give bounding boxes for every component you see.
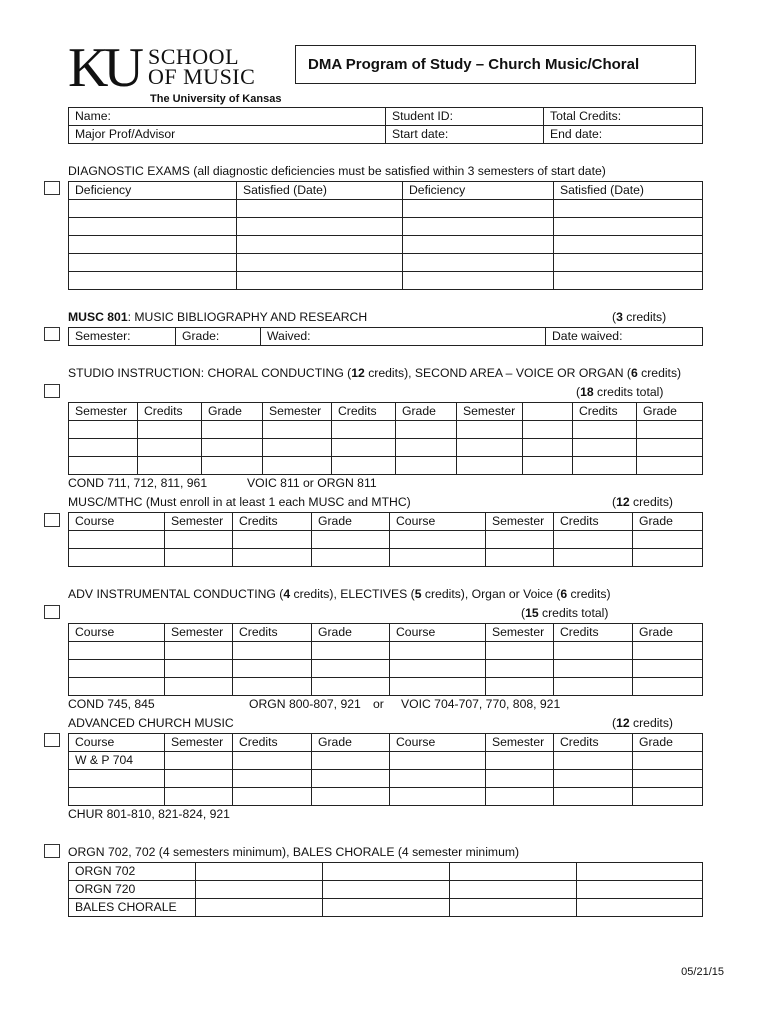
table-row	[69, 899, 703, 917]
cell[interactable]	[69, 200, 237, 218]
cell[interactable]	[312, 660, 390, 678]
musc801-checkbox[interactable]	[44, 327, 60, 341]
cell[interactable]	[233, 752, 312, 770]
organ-table	[68, 862, 703, 917]
cell[interactable]	[554, 218, 703, 236]
logo-of-music-text: OF MUSIC	[148, 64, 256, 89]
cell[interactable]	[237, 236, 403, 254]
cell[interactable]	[554, 549, 633, 567]
table-row	[69, 678, 703, 696]
organ-row-orgn702: ORGN 702	[69, 863, 196, 881]
cell[interactable]	[202, 421, 263, 439]
organ-checkbox[interactable]	[44, 844, 60, 858]
cell[interactable]	[457, 421, 523, 439]
organ-row-bales: BALES CHORALE	[69, 899, 196, 917]
cell[interactable]	[637, 439, 703, 457]
cell[interactable]	[69, 439, 138, 457]
musc801-grade-field[interactable]: Grade:	[176, 328, 261, 346]
table-row	[69, 236, 703, 254]
cell[interactable]	[396, 457, 457, 475]
studio-num-b: 6	[630, 366, 638, 380]
church-credits-num: 12	[616, 716, 630, 730]
muscmthc-header-semester-2: Semester	[486, 513, 554, 531]
cell[interactable]	[633, 660, 703, 678]
cell[interactable]	[450, 881, 577, 899]
adv-note-voic: VOIC 704-707, 770, 808, 921	[401, 697, 561, 711]
cell[interactable]	[396, 421, 457, 439]
muscmthc-header-credits-2: Credits	[554, 513, 633, 531]
cell[interactable]	[486, 549, 554, 567]
studio-line-c: credits)	[637, 366, 682, 380]
cell[interactable]	[237, 200, 403, 218]
studio-header-credits-2: Credits	[332, 403, 396, 421]
cell[interactable]	[312, 788, 390, 806]
musc801-credits	[612, 310, 666, 324]
cell[interactable]	[69, 660, 165, 678]
cell[interactable]	[554, 660, 633, 678]
cell[interactable]	[486, 642, 554, 660]
cell[interactable]	[69, 254, 237, 272]
cell[interactable]	[573, 457, 637, 475]
studio-header-semester-2: Semester	[263, 403, 332, 421]
page-title: DMA Program of Study – Church Music/Choral	[308, 56, 640, 73]
adv-line-c: credits), Organ or Voice (	[421, 587, 561, 601]
cell[interactable]	[554, 236, 703, 254]
cell[interactable]	[633, 770, 703, 788]
cell[interactable]	[390, 660, 486, 678]
church-header-grade-1: Grade	[312, 734, 390, 752]
musc801-credits-open: (	[612, 310, 617, 324]
cell[interactable]	[312, 770, 390, 788]
church-header-semester-2: Semester	[486, 734, 554, 752]
studio-header-grade-1: Grade	[202, 403, 263, 421]
adv-header-grade-2: Grade	[633, 624, 703, 642]
church-credits	[612, 716, 673, 730]
cell[interactable]	[486, 660, 554, 678]
cell[interactable]	[332, 439, 396, 457]
adv-total-close: credits total)	[538, 606, 609, 620]
table-row	[69, 272, 703, 290]
cell[interactable]	[69, 457, 138, 475]
cell[interactable]	[390, 549, 486, 567]
cell[interactable]	[69, 218, 237, 236]
studio-note-cond: COND 711, 712, 811, 961	[68, 476, 208, 490]
cell[interactable]	[312, 531, 390, 549]
cell[interactable]	[390, 678, 486, 696]
muscmthc-credits-open: (	[612, 495, 617, 509]
adv-table	[68, 623, 703, 696]
muscmthc-header-credits-1: Credits	[233, 513, 312, 531]
cell[interactable]	[263, 439, 332, 457]
cell[interactable]	[312, 549, 390, 567]
table-row	[69, 531, 703, 549]
muscmthc-credits	[612, 495, 673, 509]
cell[interactable]	[233, 549, 312, 567]
adv-heading	[68, 587, 611, 601]
muscmthc-header-grade-1: Grade	[312, 513, 390, 531]
cell[interactable]	[312, 642, 390, 660]
table-row	[69, 752, 703, 770]
cell[interactable]	[196, 899, 323, 917]
cell[interactable]	[69, 272, 237, 290]
muscmthc-credits-num: 12	[616, 495, 630, 509]
adv-header-credits-2: Credits	[554, 624, 633, 642]
adv-total-open: (	[521, 606, 526, 620]
adv-header-grade-1: Grade	[312, 624, 390, 642]
cell[interactable]	[233, 660, 312, 678]
cell[interactable]	[633, 531, 703, 549]
cell[interactable]	[554, 200, 703, 218]
cell[interactable]	[165, 678, 233, 696]
musc801-table	[68, 327, 703, 346]
church-heading: ADVANCED CHURCH MUSIC	[68, 716, 234, 730]
cell[interactable]	[263, 457, 332, 475]
musc801-date-waived-field[interactable]: Date waived:	[546, 328, 703, 346]
cell[interactable]	[554, 788, 633, 806]
church-table	[68, 733, 703, 806]
studio-header-credits-3: Credits	[573, 403, 637, 421]
musc801-credits-num: 3	[616, 310, 623, 324]
cell[interactable]	[554, 678, 633, 696]
cell[interactable]	[138, 421, 202, 439]
table-row	[69, 770, 703, 788]
student-id-field[interactable]: Student ID:	[386, 108, 544, 126]
musc801-title: : MUSIC BIBLIOGRAPHY AND RESEARCH	[127, 310, 368, 324]
studio-line-b: credits), SECOND AREA – VOICE OR ORGAN (	[364, 366, 631, 380]
cell[interactable]	[233, 770, 312, 788]
cell[interactable]	[573, 421, 637, 439]
cell[interactable]	[237, 218, 403, 236]
cell[interactable]	[69, 678, 165, 696]
cell[interactable]	[390, 770, 486, 788]
diagnostic-header-satisfied-2: Satisfied (Date)	[554, 182, 703, 200]
logo-ku-mark: KU	[68, 37, 139, 99]
cell[interactable]	[554, 642, 633, 660]
table-row	[69, 457, 703, 475]
cell[interactable]	[202, 439, 263, 457]
cell[interactable]	[637, 457, 703, 475]
diagnostic-header-satisfied-1: Satisfied (Date)	[237, 182, 403, 200]
church-header-course-2: Course	[390, 734, 486, 752]
cell[interactable]	[633, 549, 703, 567]
cell[interactable]	[577, 899, 703, 917]
cell[interactable]	[138, 439, 202, 457]
table-row	[69, 439, 703, 457]
cell[interactable]	[69, 236, 237, 254]
cell[interactable]	[554, 770, 633, 788]
cell[interactable]	[165, 531, 233, 549]
table-row	[69, 660, 703, 678]
cell[interactable]	[390, 642, 486, 660]
musc801-waived-field[interactable]: Waived:	[261, 328, 546, 346]
cell[interactable]	[165, 770, 233, 788]
musc801-credits-close: credits)	[622, 310, 667, 324]
adv-total	[521, 606, 608, 620]
cell[interactable]	[523, 439, 573, 457]
cell[interactable]	[403, 254, 554, 272]
cell[interactable]	[323, 881, 450, 899]
adv-total-num: 15	[525, 606, 539, 620]
studio-header-grade-2: Grade	[396, 403, 457, 421]
musc801-code: MUSC 801	[68, 310, 128, 324]
cell[interactable]	[69, 531, 165, 549]
cell[interactable]	[450, 899, 577, 917]
cell[interactable]	[233, 531, 312, 549]
cell[interactable]	[165, 752, 233, 770]
cell[interactable]	[237, 272, 403, 290]
cell[interactable]	[573, 439, 637, 457]
cell[interactable]	[233, 788, 312, 806]
organ-row-orgn720: ORGN 720	[69, 881, 196, 899]
church-credits-open: (	[612, 716, 617, 730]
cell[interactable]	[450, 863, 577, 881]
name-field[interactable]: Name:	[69, 108, 386, 126]
adv-num-a: 4	[283, 587, 291, 601]
logo-school-text: SCHOOL	[148, 44, 240, 69]
adv-checkbox[interactable]	[44, 605, 60, 619]
muscmthc-heading: MUSC/MTHC (Must enroll in at least 1 each MUSC and MTHC)	[68, 495, 411, 509]
diagnostic-header-deficiency-2: Deficiency	[403, 182, 554, 200]
cell[interactable]	[69, 421, 138, 439]
cell[interactable]	[196, 881, 323, 899]
cell[interactable]	[323, 863, 450, 881]
adv-header-credits-1: Credits	[233, 624, 312, 642]
studio-total	[576, 385, 663, 399]
muscmthc-header-semester-1: Semester	[165, 513, 233, 531]
cell[interactable]	[165, 660, 233, 678]
cell[interactable]	[312, 678, 390, 696]
cell[interactable]	[633, 678, 703, 696]
cell[interactable]	[633, 752, 703, 770]
adv-note-orgn: ORGN 800-807, 921	[249, 697, 361, 711]
studio-heading	[68, 366, 681, 380]
cell[interactable]	[138, 457, 202, 475]
cell[interactable]	[403, 272, 554, 290]
diagnostic-checkbox[interactable]	[44, 181, 60, 195]
cell[interactable]	[457, 439, 523, 457]
table-row	[69, 881, 703, 899]
start-date-field[interactable]: Start date:	[386, 126, 544, 144]
cell[interactable]	[69, 788, 165, 806]
cell[interactable]	[237, 254, 403, 272]
cell[interactable]	[332, 421, 396, 439]
cell[interactable]	[233, 642, 312, 660]
title-box	[295, 45, 696, 84]
diagnostic-table	[68, 181, 703, 290]
church-header-course-1: Course	[69, 734, 165, 752]
table-row	[69, 200, 703, 218]
cell[interactable]	[332, 457, 396, 475]
church-header-grade-2: Grade	[633, 734, 703, 752]
diagnostic-header-deficiency-1: Deficiency	[69, 182, 237, 200]
adv-header-semester-2: Semester	[486, 624, 554, 642]
total-credits-field[interactable]: Total Credits:	[544, 108, 703, 126]
studio-line-a: STUDIO INSTRUCTION: CHORAL CONDUCTING (	[68, 366, 352, 380]
table-row	[69, 863, 703, 881]
cell[interactable]	[390, 752, 486, 770]
adv-note-cond: COND 745, 845	[68, 697, 155, 711]
studio-header-blank	[523, 403, 573, 421]
cell[interactable]	[554, 254, 703, 272]
cell[interactable]	[457, 457, 523, 475]
church-course-wp704[interactable]: W & P 704	[69, 752, 165, 770]
cell[interactable]	[554, 272, 703, 290]
cell[interactable]	[165, 642, 233, 660]
cell[interactable]	[165, 788, 233, 806]
table-row	[69, 549, 703, 567]
table-row	[69, 421, 703, 439]
table-row	[69, 788, 703, 806]
cell[interactable]	[637, 421, 703, 439]
cell[interactable]	[486, 531, 554, 549]
adv-header-semester-1: Semester	[165, 624, 233, 642]
cell[interactable]	[233, 678, 312, 696]
table-row	[69, 218, 703, 236]
organ-heading: ORGN 702, 702 (4 semesters minimum), BALES CHORALE (4 semester minimum)	[68, 845, 520, 859]
advisor-field[interactable]: Major Prof/Advisor	[69, 126, 386, 144]
church-checkbox[interactable]	[44, 733, 60, 747]
footer-date: 05/21/15	[681, 966, 724, 978]
cell[interactable]	[633, 788, 703, 806]
cell[interactable]	[554, 531, 633, 549]
studio-header-grade-3: Grade	[637, 403, 703, 421]
adv-line-b: credits), ELECTIVES (	[290, 587, 415, 601]
studio-total-close: credits total)	[593, 385, 664, 399]
cell[interactable]	[312, 752, 390, 770]
church-header-credits-2: Credits	[554, 734, 633, 752]
muscmthc-header-grade-2: Grade	[633, 513, 703, 531]
adv-line-a: ADV INSTRUMENTAL CONDUCTING (	[68, 587, 284, 601]
cell[interactable]	[577, 881, 703, 899]
muscmthc-table	[68, 512, 703, 567]
musc801-semester-field[interactable]: Semester:	[69, 328, 176, 346]
studio-table	[68, 402, 703, 475]
church-note: CHUR 801-810, 821-824, 921	[68, 807, 230, 821]
church-credits-close: credits)	[629, 716, 673, 730]
table-row	[69, 254, 703, 272]
cell[interactable]	[577, 863, 703, 881]
cell[interactable]	[196, 863, 323, 881]
church-header-semester-1: Semester	[165, 734, 233, 752]
musc801-heading	[68, 310, 367, 324]
cell[interactable]	[523, 457, 573, 475]
cell[interactable]	[396, 439, 457, 457]
cell[interactable]	[69, 549, 165, 567]
cell[interactable]	[523, 421, 573, 439]
cell[interactable]	[263, 421, 332, 439]
adv-num-c: 6	[560, 587, 568, 601]
studio-num-a: 12	[351, 366, 365, 380]
cell[interactable]	[633, 642, 703, 660]
cell[interactable]	[390, 788, 486, 806]
cell[interactable]	[403, 218, 554, 236]
muscmthc-header-course-1: Course	[69, 513, 165, 531]
cell[interactable]	[554, 752, 633, 770]
cell[interactable]	[390, 531, 486, 549]
cell[interactable]	[486, 678, 554, 696]
cell[interactable]	[486, 752, 554, 770]
diagnostic-heading: DIAGNOSTIC EXAMS (all diagnostic deficiencies must be satisfied within 3 semesters of start date)	[68, 164, 606, 178]
adv-line-d: credits)	[567, 587, 611, 601]
studio-total-open: (	[576, 385, 581, 399]
cell[interactable]	[165, 549, 233, 567]
studio-header-semester-1: Semester	[69, 403, 138, 421]
cell[interactable]	[202, 457, 263, 475]
studio-checkbox[interactable]	[44, 384, 60, 398]
church-header-credits-1: Credits	[233, 734, 312, 752]
cell[interactable]	[486, 770, 554, 788]
studio-note-voic: VOIC 811 or ORGN 811	[247, 476, 377, 490]
studio-header-credits-1: Credits	[138, 403, 202, 421]
studio-total-num: 18	[580, 385, 594, 399]
cell[interactable]	[69, 642, 165, 660]
adv-num-b: 5	[414, 587, 422, 601]
logo-university-text: The University of Kansas	[150, 93, 282, 105]
cell[interactable]	[323, 899, 450, 917]
student-info-table	[68, 107, 703, 144]
adv-note-or: or	[373, 697, 384, 711]
adv-header-course-2: Course	[390, 624, 486, 642]
studio-header-semester-3: Semester	[457, 403, 523, 421]
muscmthc-credits-close: credits)	[629, 495, 673, 509]
adv-header-course-1: Course	[69, 624, 165, 642]
table-row	[69, 642, 703, 660]
muscmthc-checkbox[interactable]	[44, 513, 60, 527]
cell[interactable]	[486, 788, 554, 806]
muscmthc-header-course-2: Course	[390, 513, 486, 531]
cell[interactable]	[403, 200, 554, 218]
cell[interactable]	[403, 236, 554, 254]
end-date-field[interactable]: End date:	[544, 126, 703, 144]
cell[interactable]	[69, 770, 165, 788]
